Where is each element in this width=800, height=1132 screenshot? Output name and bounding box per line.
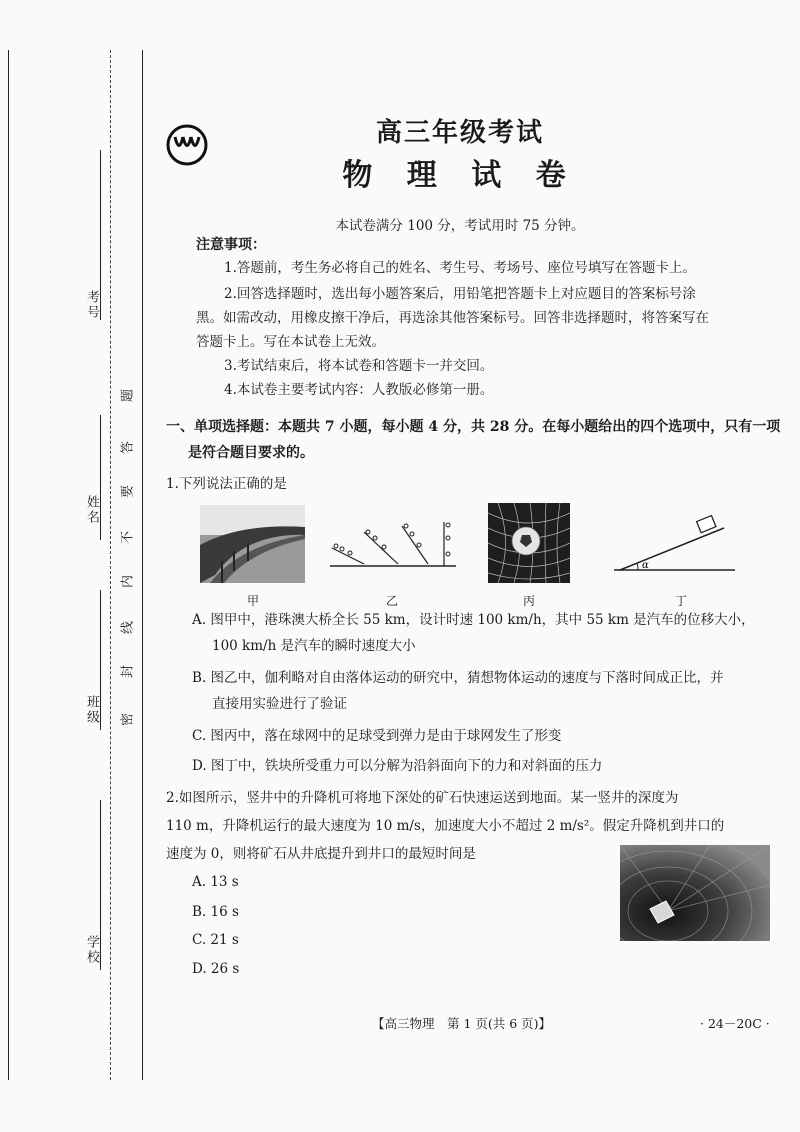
exam-title: 高三年级考试 xyxy=(375,118,544,148)
q2-stem-1: 2.如图所示，竖井中的升降机可将地下深处的矿石快速运送到地面。某一竖井的深度为 xyxy=(166,790,679,806)
exam-code: · 24－20C · xyxy=(700,1016,770,1031)
notice-item-2b: 黑。如需改动，用橡皮擦干净后，再选涂其他答案标号。回答非选择题时，将答案写在 xyxy=(196,310,709,326)
q1-option-c: C. 图丙中，落在球网中的足球受到弹力是由于球网发生了形变 xyxy=(192,728,562,744)
q2-option-d: D. 26 s xyxy=(192,961,240,977)
seal-char: 密 xyxy=(120,713,136,727)
q2-stem-3: 速度为 0，则将矿石从井底提升到井口的最短时间是 xyxy=(166,846,476,862)
caption-ding: 丁 xyxy=(674,594,687,608)
seal-char: 要 xyxy=(120,485,136,499)
q2-option-c: C. 21 s xyxy=(192,932,239,948)
q1-stem: 1.下列说法正确的是 xyxy=(166,476,287,492)
seal-char: 线 xyxy=(120,621,136,635)
xuexiao-label: 学校 xyxy=(84,935,99,965)
notice-item-4: 4.本试卷主要考试内容：人教版必修第一册。 xyxy=(224,382,494,398)
q1-option-a-cont: 100 km/h 是汽车的瞬时速度大小 xyxy=(212,638,416,654)
figure-bridge-photo xyxy=(200,505,305,583)
seal-char: 答 xyxy=(120,441,136,455)
caption-bing: 丙 xyxy=(522,594,535,608)
exam-subtitle: 本试卷满分 100 分，考试用时 75 分钟。 xyxy=(335,218,585,234)
q1-option-b-cont: 直接用实验进行了验证 xyxy=(212,696,347,712)
margin-line-outer xyxy=(8,50,9,1080)
q1-option-d: D. 图丁中，铁块所受重力可以分解为沿斜面向下的力和对斜面的压力 xyxy=(192,758,603,774)
page-footer: 【高三物理 第 1 页(共 6 页)】 xyxy=(372,1016,552,1031)
seal-char: 封 xyxy=(120,665,136,679)
notice-item-1: 1.答题前，考生务必将自己的姓名、考生号、考场号、座位号填写在答题卡上。 xyxy=(224,260,696,276)
kaohao-label: 考号 xyxy=(84,290,99,320)
figure-mine-shaft-photo xyxy=(620,845,770,941)
notice-item-3: 3.考试结束后，将本试卷和答题卡一并交回。 xyxy=(224,358,494,374)
seal-dashed-line xyxy=(110,50,111,1080)
figure-block-incline xyxy=(612,512,737,574)
seal-char: 内 xyxy=(120,575,136,589)
q1-option-b: B. 图乙中，伽利略对自由落体运动的研究中，猜想物体运动的速度与下落时间成正比，并 xyxy=(192,670,724,686)
notice-item-2: 2.回答选择题时，选出每小题答案后，用铅笔把答题卡上对应题目的答案标号涂 xyxy=(224,286,696,302)
banji-label: 班级 xyxy=(84,695,99,725)
notice-heading: 注意事项： xyxy=(196,237,266,253)
section-heading-1: 一、单项选择题：本题共 7 小题，每小题 4 分，共 28 分。在每小题给出的四个选项中，只有一项 xyxy=(166,419,781,435)
q2-option-a: A. 13 s xyxy=(192,874,239,890)
angle-alpha-label: α xyxy=(642,560,649,571)
seal-char: 不 xyxy=(120,531,136,545)
margin-line-inner xyxy=(142,50,143,1080)
xingming-label: 姓名 xyxy=(84,495,99,525)
notice-item-2c: 答题卡上。写在本试卷上无效。 xyxy=(196,334,385,350)
subject-title: 物 理 试 卷 xyxy=(342,158,578,193)
q1-option-a: A. 图甲中，港珠澳大桥全长 55 km，设计时速 100 km/h，其中 55 km 是汽车的位移大小， xyxy=(192,612,755,628)
caption-yi: 乙 xyxy=(385,594,398,608)
figure-football-net xyxy=(488,503,570,583)
publisher-logo-icon xyxy=(166,124,208,166)
q2-option-b: B. 16 s xyxy=(192,904,239,920)
q2-stem-2: 110 m，升降机运行的最大速度为 10 m/s，加速度大小不超过 2 m/s²。假定升降机到井口的 xyxy=(166,818,725,834)
caption-jia: 甲 xyxy=(246,594,259,608)
section-heading-2: 是符合题目要求的。 xyxy=(188,445,314,461)
figure-galileo-inclines xyxy=(328,520,458,570)
seal-char: 题 xyxy=(120,389,136,403)
